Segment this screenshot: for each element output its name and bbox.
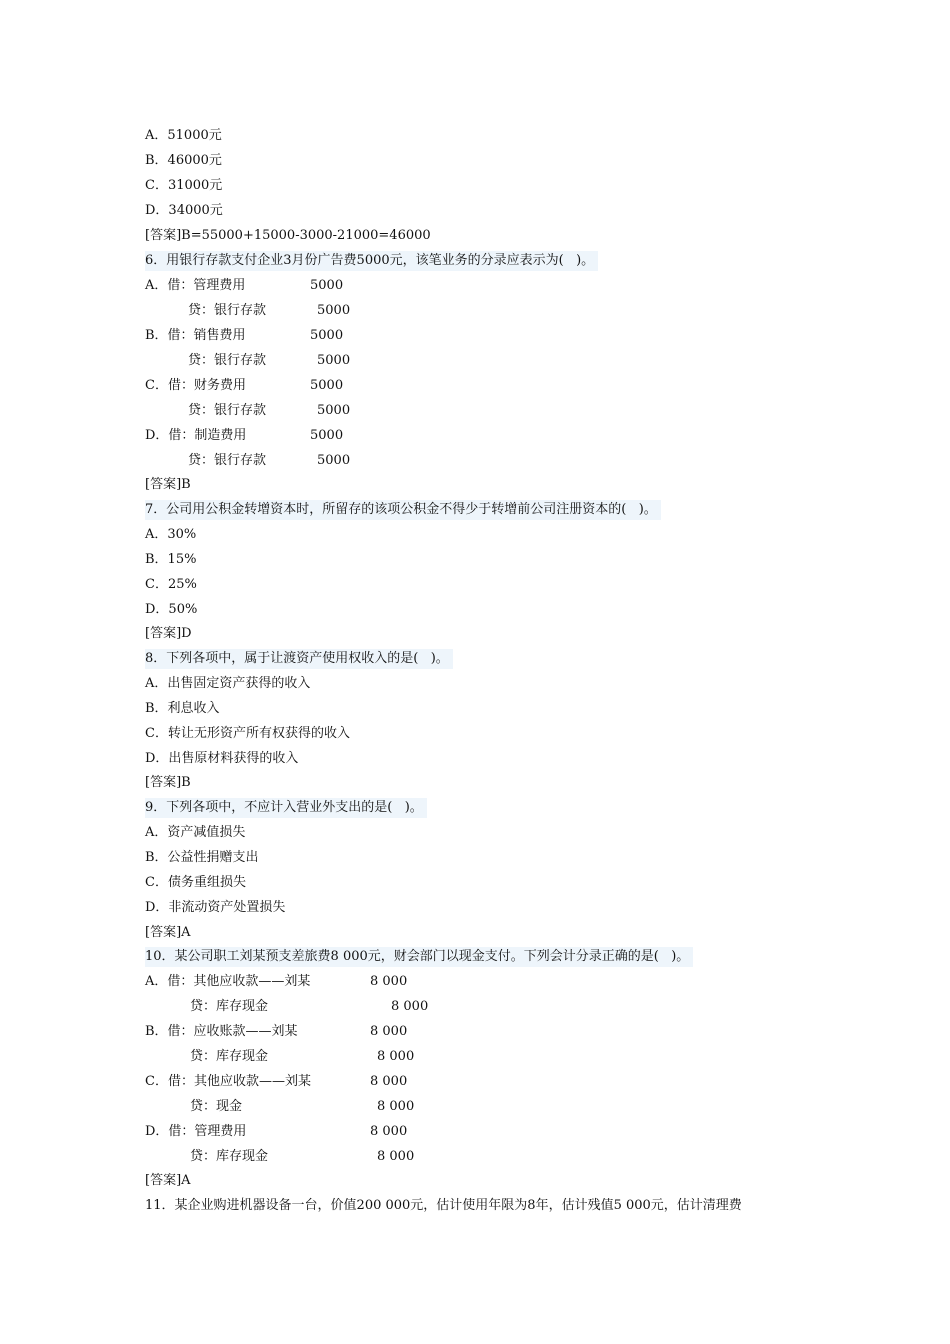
amount: 8 000 [377,1149,415,1164]
amount: 8 000 [370,1024,408,1039]
q9-option-a: A．资产减值损失 [145,825,246,840]
amount: 8 000 [370,1124,408,1139]
amount: 5000 [310,328,344,343]
q9-answer: [答案]A [145,925,191,940]
q8-option-a: A．出售固定资产获得的收入 [145,676,311,691]
q7-question: 7．公司用公积金转增资本时，所留存的该项公积金不得少于转增前公司注册资本的( )。 [145,500,661,520]
q7-option-b: B．15% [145,552,197,567]
q10-option-b-debit: B．借：应收账款——刘某 8 000 [145,1022,298,1042]
q8-question: 8．下列各项中，属于让渡资产使用权收入的是( )。 [145,649,453,669]
q10-option-d-credit: 贷：库存现金 8 000 [190,1147,268,1167]
q10-question: 10．某公司职工刘某预支差旅费8 000元，财会部门以现金支付。下列会计分录正确的是( )。 [145,947,693,967]
q5-answer: [答案]B=55000+15000-3000-21000=46000 [145,228,431,243]
q9-option-d: D．非流动资产处置损失 [145,900,286,915]
q9-question: 9．下列各项中，不应计入营业外支出的是( )。 [145,798,427,818]
q10-option-c-debit: C．借：其他应收款——刘某 8 000 [145,1072,311,1092]
q11-question: 11．某企业购进机器设备一台，价值200 000元，估计使用年限为8年，估计残值5 000元，估计清理费 [145,1198,742,1213]
q6-option-d-debit: D．借：制造费用 5000 [145,426,246,446]
q7-option-a: A．30% [145,527,197,542]
q7-option-d: D．50% [145,602,198,617]
q8-option-b: B．利息收入 [145,701,220,716]
q6-option-b-debit: B．借：销售费用 5000 [145,326,246,346]
q6-option-d-credit: 贷：银行存款 5000 [188,451,266,471]
q7-option-c: C．25% [145,577,197,592]
q6-option-a-debit: A．借：管理费用 5000 [145,276,245,296]
q8-option-c: C．转让无形资产所有权获得的收入 [145,726,350,741]
q10-option-c-credit: 贷：现金 8 000 [190,1097,242,1117]
q5-option-d: D．34000元 [145,203,223,218]
amount: 8 000 [377,1049,415,1064]
q5-option-a: A．51000元 [145,128,222,143]
q6-option-c-debit: C．借：财务费用 5000 [145,376,246,396]
q10-option-b-credit: 贷：库存现金 8 000 [190,1047,268,1067]
q8-option-d: D．出售原材料获得的收入 [145,751,299,766]
q5-option-b: B．46000元 [145,153,222,168]
q6-option-c-credit: 贷：银行存款 5000 [188,401,266,421]
q10-option-a-credit: 贷：库存现金 8 000 [190,997,268,1017]
amount: 5000 [310,428,344,443]
amount: 5000 [317,453,351,468]
amount: 5000 [310,378,344,393]
q7-answer: [答案]D [145,626,192,641]
q10-answer: [答案]A [145,1173,191,1188]
q10-option-d-debit: D．借：管理费用 8 000 [145,1122,246,1142]
q6-option-b-credit: 贷：银行存款 5000 [188,351,266,371]
q9-option-b: B．公益性捐赠支出 [145,850,259,865]
amount: 5000 [317,353,351,368]
amount: 8 000 [377,1099,415,1114]
amount: 5000 [317,303,351,318]
q6-answer: [答案]B [145,477,191,492]
amount: 5000 [310,278,344,293]
amount: 5000 [317,403,351,418]
amount: 8 000 [370,974,408,989]
q6-question: 6．用银行存款支付企业3月份广告费5000元，该笔业务的分录应表示为( )。 [145,251,598,271]
q5-option-c: C．31000元 [145,178,223,193]
amount: 8 000 [370,1074,408,1089]
q10-option-a-debit: A．借：其他应收款——刘某 8 000 [145,972,310,992]
amount: 8 000 [391,999,429,1014]
q8-answer: [答案]B [145,775,191,790]
q9-option-c: C．债务重组损失 [145,875,246,890]
q6-option-a-credit: 贷：银行存款 5000 [188,301,266,321]
